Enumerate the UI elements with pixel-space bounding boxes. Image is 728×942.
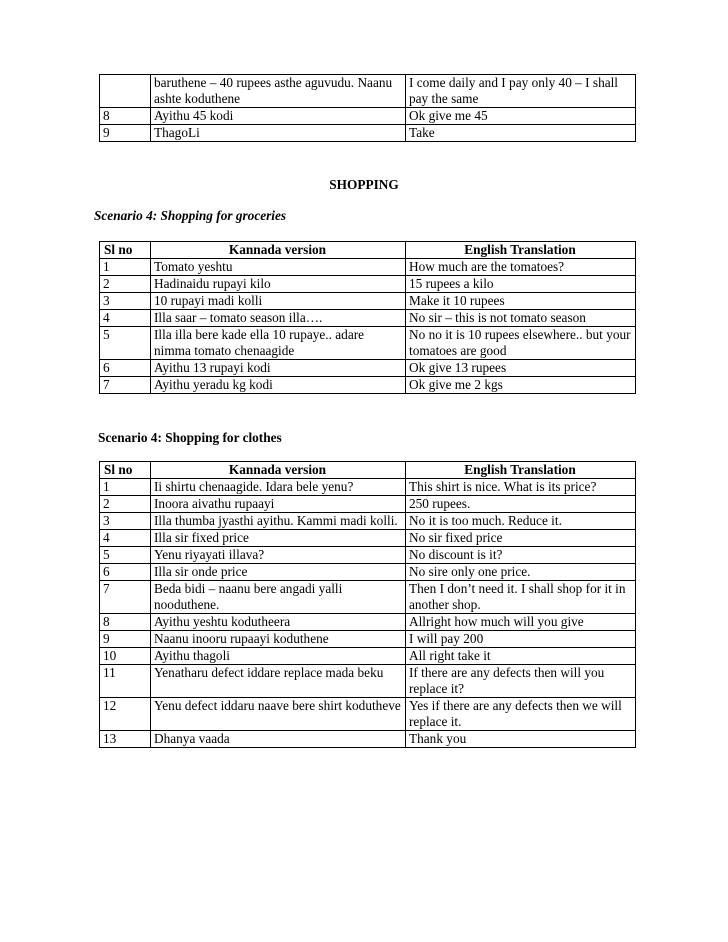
sl-no-cell [100,75,151,108]
header-sl-no: Sl no [100,462,151,479]
sl-no-cell: 8 [100,108,151,125]
table-row [100,310,636,327]
sl-no-cell: 5 [100,327,151,360]
table-row [100,276,636,293]
english-cell: No sire only one price. [406,564,636,581]
sl-no-cell: 1 [100,259,151,276]
english-cell: Ok give 13 rupees [406,360,636,377]
sl-no-cell: 7 [100,377,151,394]
english-cell: If there are any defects then will you replace it? [406,665,636,698]
sl-no-cell: 1 [100,479,151,496]
english-cell: No discount is it? [406,547,636,564]
header-english-translation: English Translation [406,242,636,259]
kannada-cell: Ayithu yeshtu kodutheera [151,614,406,631]
kannada-cell: Inoora aivathu rupaayi [151,496,406,513]
english-cell: 250 rupees. [406,496,636,513]
clothes-dialogue-table [99,461,636,748]
table-row [100,259,636,276]
kannada-cell: Ii shirtu chenaagide. Idara bele yenu? [151,479,406,496]
table-row [100,648,636,665]
groceries-dialogue-table [99,241,636,394]
kannada-cell: Ayithu yeradu kg kodi [151,377,406,394]
english-cell: Make it 10 rupees [406,293,636,310]
kannada-cell: Yenu riyayati illava? [151,547,406,564]
english-cell: 15 rupees a kilo [406,276,636,293]
table-row [100,327,636,360]
english-cell: No sir fixed price [406,530,636,547]
sl-no-cell: 3 [100,513,151,530]
sl-no-cell: 13 [100,731,151,748]
english-cell: No sir – this is not tomato season [406,310,636,327]
table-row [100,581,636,614]
english-cell: All right take it [406,648,636,665]
kannada-cell: Ayithu 13 rupayi kodi [151,360,406,377]
kannada-cell: Ayithu 45 kodi [151,108,406,125]
english-cell: No no it is 10 rupees elsewhere.. but your tomatoes are good [406,327,636,360]
sl-no-cell: 9 [100,631,151,648]
english-cell: This shirt is nice. What is its price? [406,479,636,496]
header-kannada-version: Kannada version [151,462,406,479]
sl-no-cell: 2 [100,276,151,293]
table-row [100,496,636,513]
continued-dialogue-table [99,74,636,142]
sl-no-cell: 6 [100,360,151,377]
english-cell: Thank you [406,731,636,748]
header-sl-no: Sl no [100,242,151,259]
table-row [100,665,636,698]
sl-no-cell: 8 [100,614,151,631]
english-cell: No it is too much. Reduce it. [406,513,636,530]
kannada-cell: 10 rupayi madi kolli [151,293,406,310]
table-row [100,564,636,581]
sl-no-cell: 2 [100,496,151,513]
kannada-cell: Yenatharu defect iddare replace mada beku [151,665,406,698]
english-cell: Take [406,125,636,142]
table-row [100,360,636,377]
sl-no-cell: 9 [100,125,151,142]
header-english-translation: English Translation [406,462,636,479]
sl-no-cell: 5 [100,547,151,564]
table-row [100,631,636,648]
table-row [100,698,636,731]
section-title: SHOPPING [329,177,399,192]
kannada-cell: Illa illa bere kade ella 10 rupaye.. adare nimma tomato chenaagide [151,327,406,360]
kannada-cell: baruthene – 40 rupees asthe aguvudu. Naanu ashte koduthene [151,75,406,108]
sl-no-cell: 7 [100,581,151,614]
table-row [100,75,636,108]
sl-no-cell: 4 [100,310,151,327]
kannada-cell: Dhanya vaada [151,731,406,748]
table-row [100,377,636,394]
table-row [100,125,636,142]
sl-no-cell: 6 [100,564,151,581]
sl-no-cell: 3 [100,293,151,310]
scenario-groceries-heading: Scenario 4: Shopping for groceries [94,208,287,223]
english-cell: Allright how much will you give [406,614,636,631]
kannada-cell: Illa sir onde price [151,564,406,581]
english-cell: Ok give me 45 [406,108,636,125]
english-cell: Yes if there are any defects then we will replace it. [406,698,636,731]
kannada-cell: Hadinaidu rupayi kilo [151,276,406,293]
kannada-cell: Illa sir fixed price [151,530,406,547]
table-row [100,108,636,125]
sl-no-cell: 12 [100,698,151,731]
sl-no-cell: 11 [100,665,151,698]
table-row [100,479,636,496]
header-kannada-version: Kannada version [151,242,406,259]
english-cell: I come daily and I pay only 40 – I shall pay the same [406,75,636,108]
kannada-cell: ThagoLi [151,125,406,142]
kannada-cell: Tomato yeshtu [151,259,406,276]
sl-no-cell: 10 [100,648,151,665]
table-row [100,513,636,530]
scenario-clothes-heading: Scenario 4: Shopping for clothes [98,430,282,445]
table-header-row [100,242,636,259]
table-row [100,614,636,631]
table-row [100,293,636,310]
kannada-cell: Illa saar – tomato season illa…. [151,310,406,327]
kannada-cell: Ayithu thagoli [151,648,406,665]
kannada-cell: Yenu defect iddaru naave bere shirt kodutheve [151,698,406,731]
english-cell: How much are the tomatoes? [406,259,636,276]
kannada-cell: Naanu inooru rupaayi koduthene [151,631,406,648]
table-header-row [100,462,636,479]
table-row [100,731,636,748]
kannada-cell: Beda bidi – naanu bere angadi yalli nooduthene. [151,581,406,614]
english-cell: Then I don’t need it. I shall shop for it in another shop. [406,581,636,614]
english-cell: I will pay 200 [406,631,636,648]
sl-no-cell: 4 [100,530,151,547]
table-row [100,530,636,547]
kannada-cell: Illa thumba jyasthi ayithu. Kammi madi kolli. [151,513,406,530]
table-row [100,547,636,564]
english-cell: Ok give me 2 kgs [406,377,636,394]
